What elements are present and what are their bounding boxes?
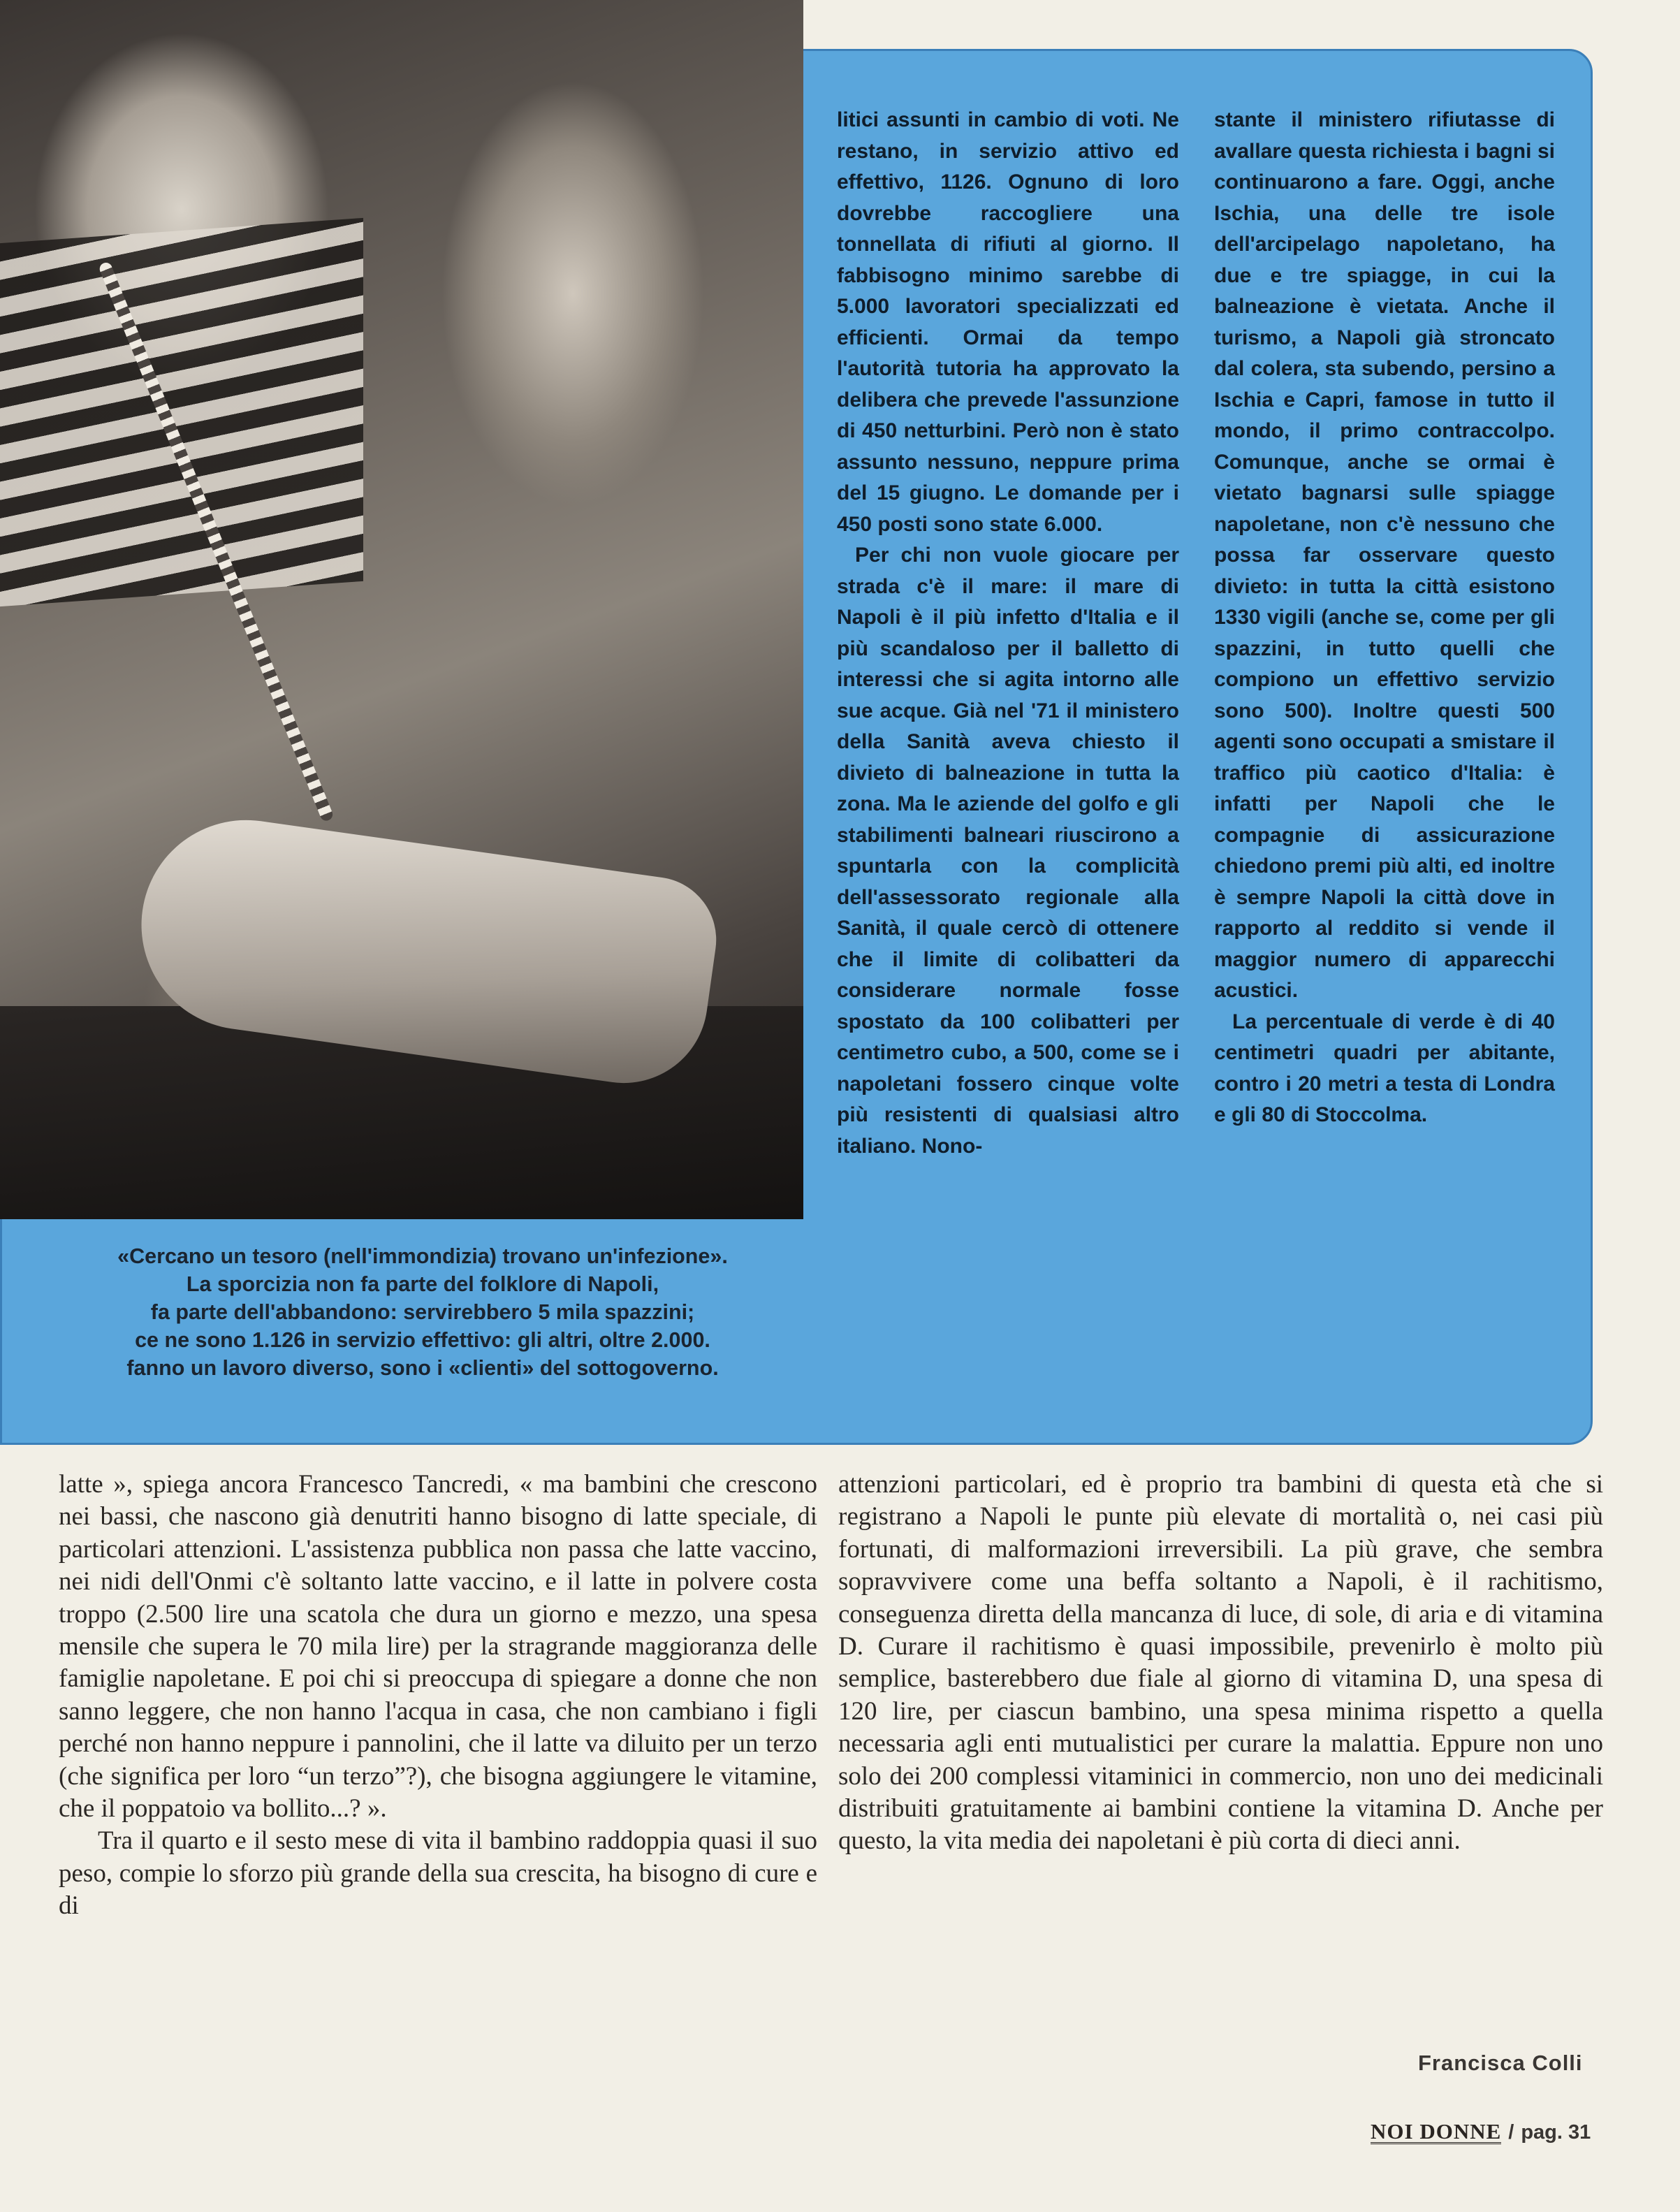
article-column-1 [59,1469,817,1923]
caption-line: «Cercano un tesoro (nell'immondizia) trovano un'infezione». [117,1244,728,1268]
sidebar-paragraph: La percentuale di verde è di 40 centimetri quadri per abitante, contro i 20 metri a testa di Londra e gli 80 di Stoccolma. [1214,1010,1555,1126]
page-number: pag. 31 [1521,2121,1591,2144]
sidebar-paragraph: stante il ministero rifiutasse di avallare questa richiesta i bagni si continuarono a fare. Oggi, anche Ischia, una delle tre isole dell'arcipelago napoletano, ha due e tre spiagge, in cui la balneazione è vietata. Anche il turismo, a Napoli già stroncato dal colera, sta subendo, persino a Ischia e Capri, famose in tutto il mondo, il primo contraccolpo. Comunque, anche se ormai è vietato bagnarsi sulle spiagge napoletane, non c'è nessuno che possa far osservare questo divieto: in tutta la città esistono 1330 vigili (anche se, come per gli spazzini, in tutto quelli che compiono un effettivo servizio sono 500). Inoltre questi 500 agenti sono occupati a smistare il traffico più caotico d'Italia: è infatti per Napoli che le compagnie di assicurazione chiedono premi più alti, ed inoltre è sempre Napoli la città dove in rapporto al reddito si vende il maggior numero di apparecchi acustici. [1214,108,1555,1002]
article-paragraph: latte », spiega ancora Francesco Tancredi, « ma bambini che crescono nei bassi, che nascono già denutriti hanno bisogno di latte speciale, di particolari attenzioni. L'assistenza pubblica non passa che latte vaccino, nei nidi dell'Onmi c'è soltanto latte vaccino, e il latte in polvere costa troppo (2.500 lire una scatola che dura un giorno e mezzo, una spesa mensile che supera le 70 mila lire) per la stragrande maggioranza delle famiglie napoletane. E poi chi si preoccupa di spiegare a donne che non sanno leggere, che non hanno l'acqua in casa, che non cambiano i figli perché non hanno neppure i pannolini, che il latte va diluito per un terzo (che significa per loro “un terzo”?), che bisogna aggiungere le vitamine, che il poppatoio va bollito...? ». [59,1470,817,1824]
article-paragraph: Tra il quarto e il sesto mese di vita il bambino raddoppia quasi il suo peso, compie lo sforzo più grande della sua crescita, ha bisogno di cure e di [59,1826,817,1921]
sidebar-column-1 [837,105,1179,1162]
article-column-2 [838,1469,1603,1858]
striped-shirt-shape [0,218,363,606]
magazine-logo: NOI DONNE [1371,2119,1502,2144]
page-top-margin [803,0,1680,49]
children-photo [0,0,803,1219]
caption-line: La sporcizia non fa parte del folklore di Napoli, [186,1272,659,1296]
page-footer [1371,2121,1591,2144]
sidebar-column-2 [1214,105,1555,1131]
article-paragraph: attenzioni particolari, ed è proprio tra bambini di questa età che si registrano a Napoli le punte più elevate di mortalità o, nei casi più fortunati, di malformazioni irreversibili. La più grave, che sembra sopravvivere come una beffa soltanto a Napoli, è il rachitismo, conseguenza diretta della mancanza di luce, di sole, di aria e di vitamina D. Curare il rachitismo è quasi impossibile, prevenirlo è molto più semplice, basterebbero due fiale al giorno di vitamina D, una spesa di 120 lire, per ciascun bambino, una spesa minima rispetto a quella necessaria agli enti mutualistici per curare la malattia. Eppure non uno solo dei 200 complessi vitaminici in commercio, non uno dei medicinali distribuiti gratuitamente ai bambini contiene la vitamina D. Anche per questo, la vita media dei napoletani è più corta di dieci anni. [838,1470,1603,1856]
caption-line: fa parte dell'abbandono: servirebbero 5 mila spazzini; [150,1300,695,1324]
sidebar-paragraph: Per chi non vuole giocare per strada c'è il mare: il mare di Napoli è il più infetto d'Italia e il più scandaloso per il balletto di interessi che si agita intorno alle sue acque. Già nel '71 il ministero della Sanità aveva chiesto il divieto di balneazione in tutta la zona. Ma le aziende del golfo e gli stabilimenti balneari riuscirono a spuntarla con la complicità dell'assessorato regionale alla Sanità, il quale cercò di ottenere che il limite di colibatteri da considerare normale fosse spostato da 100 colibatteri per centimetro cubo, a 500, come se i napoletani fossero cinque volte più resistenti di qualsiasi altro italiano. Nono- [837,544,1179,1158]
author-byline: Francisca Colli [1418,2051,1583,2075]
caption-line: ce ne sono 1.126 in servizio effettivo: gli altri, oltre 2.000. [135,1328,710,1352]
footer-separator: / [1508,2121,1514,2144]
photo-caption [42,1242,803,1382]
sidebar-paragraph: litici assunti in cambio di voti. Ne restano, in servizio attivo ed effettivo, 1126. Ognuno di loro dovrebbe raccogliere una tonnellata di rifiuti al giorno. Il fabbisogno minimo sarebbe di 5.000 lavoratori specializzati ed efficienti. Ormai da tempo l'autorità tutoria ha approvato la delibera che prevede l'assunzione di 450 netturbini. Però non è stato assunto nessuno, neppure prima del 15 giugno. Le domande per i 450 posti sono state 6.000. [837,108,1179,536]
caption-line: fanno un lavoro diverso, sono i «clienti» del sottogoverno. [126,1356,719,1380]
